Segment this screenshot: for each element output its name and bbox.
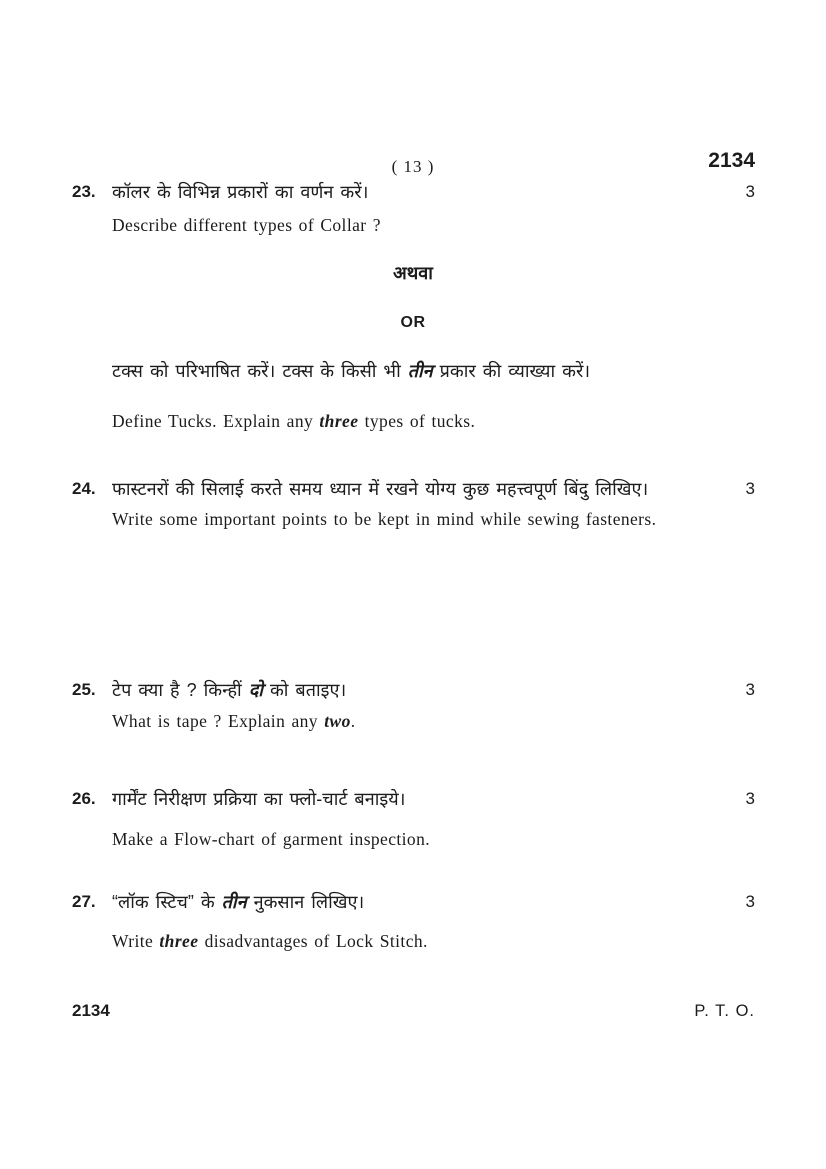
marks: 3 [745, 680, 755, 699]
divider-athva: अथवा [393, 263, 433, 283]
divider-or: OR [400, 314, 426, 331]
alternative-text-english: Define Tucks. Explain any three types of tucks. [112, 411, 476, 431]
page-number: ( 13 ) [391, 157, 435, 176]
marks: 3 [745, 892, 755, 911]
question-24 [72, 477, 755, 501]
question-text-hindi: “लॉक स्टिच” के तीन नुकसान लिखिए। [112, 892, 365, 912]
question-text-english: What is tape ? Explain any two. [112, 711, 356, 731]
question-number: 24. [72, 479, 96, 498]
marks: 3 [745, 479, 755, 498]
question-23 [72, 180, 755, 204]
question-number: 23. [72, 182, 96, 201]
question-27 [72, 890, 755, 914]
marks: 3 [745, 182, 755, 201]
question-text-hindi: गार्मेंट निरीक्षण प्रक्रिया का फ्लो-चार्ट बनाइये। [112, 789, 406, 809]
question-26 [72, 787, 755, 811]
question-text-hindi: टेप क्या है ? किन्हीं दो को बताइए। [112, 680, 347, 700]
question-text-hindi: फास्टनरों की सिलाई करते समय ध्यान में रखने योग्य कुछ महत्त्वपूर्ण बिंदु लिखिए। [112, 479, 649, 499]
paper-code-header: 2134 [708, 149, 755, 172]
question-number: 25. [72, 680, 96, 699]
question-text-english: Write some important points to be kept in mind while sewing fasteners. [112, 509, 657, 529]
paper-code-footer: 2134 [72, 1001, 110, 1020]
marks: 3 [745, 789, 755, 808]
question-text-english: Make a Flow-chart of garment inspection. [112, 829, 430, 849]
alternative-text-hindi: टक्स को परिभाषित करें। टक्स के किसी भी तीन प्रकार की व्याख्या करें। [112, 361, 591, 381]
question-number: 27. [72, 892, 96, 911]
question-text-english: Write three disadvantages of Lock Stitch. [112, 931, 428, 951]
question-number: 26. [72, 789, 96, 808]
question-text-english: Describe different types of Collar ? [112, 215, 381, 235]
question-text-hindi: कॉलर के विभिन्न प्रकारों का वर्णन करें। [112, 182, 369, 202]
question-25 [72, 678, 755, 702]
pto-label: P. T. O. [694, 1002, 755, 1020]
